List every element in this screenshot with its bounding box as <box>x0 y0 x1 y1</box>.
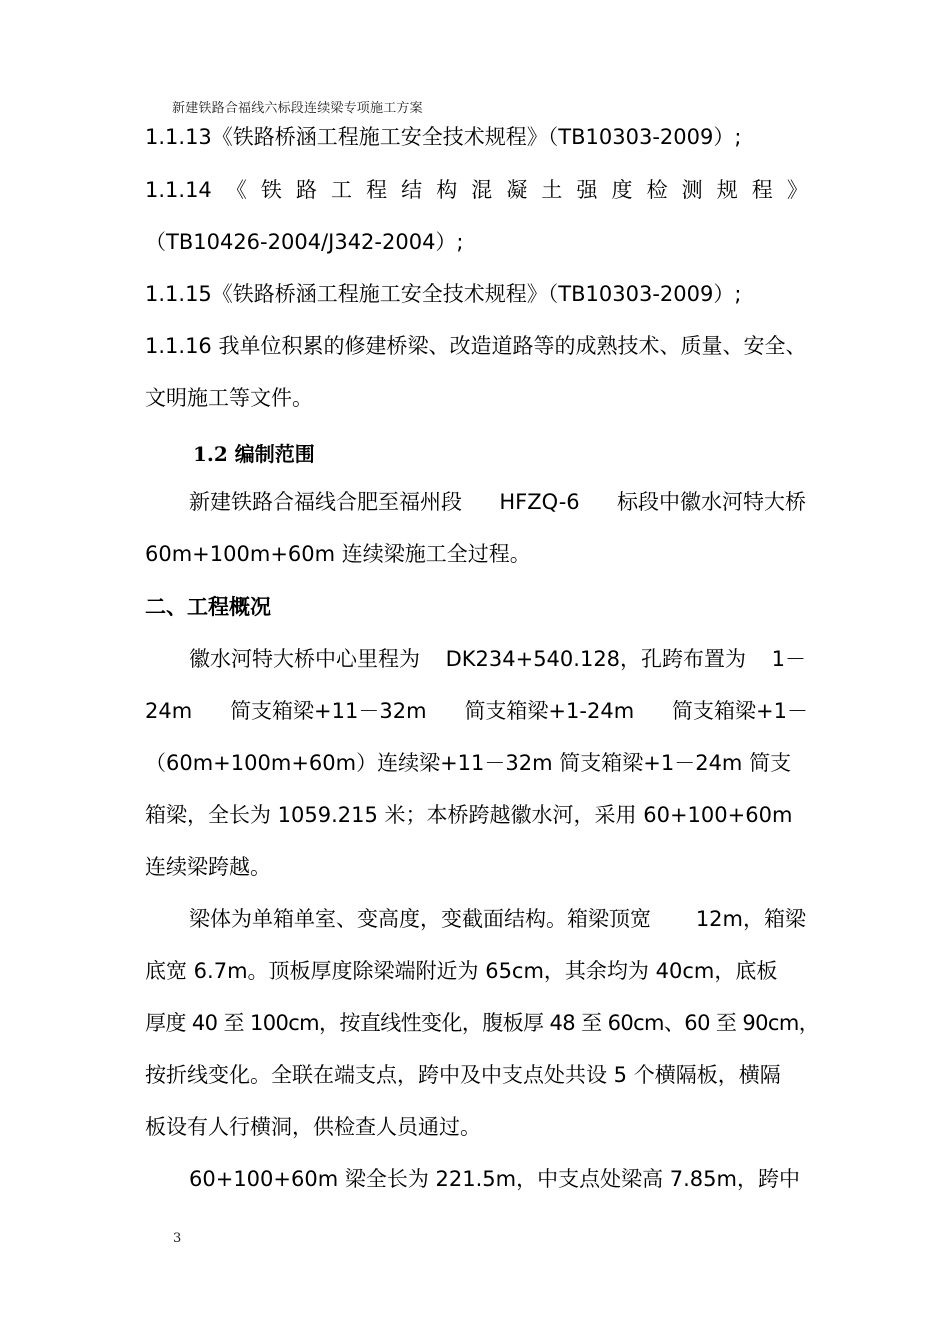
reference-1-1-14-line2: （TB10426-2004/J342-2004）; <box>145 230 464 254</box>
section-1-2-line2: 60m+100m+60m 连续梁施工全过程。 <box>145 542 531 566</box>
section-2-heading: 二、工程概况 <box>145 595 271 619</box>
overview-p1-line3: （60m+100m+60m）连续梁+11－32m 简支箱梁+1－24m 简支 <box>145 751 792 775</box>
section-1-2-heading: 1.2 编制范围 <box>193 442 315 466</box>
overview-p2-line1: 梁体为单箱单室、变高度，变截面结构。箱梁顶宽 12m，箱梁 <box>189 907 806 931</box>
overview-p2-line4: 按折线变化。全联在端支点，跨中及中支点处共设 5 个横隔板，横隔 <box>145 1063 781 1087</box>
overview-p1-line5: 连续梁跨越。 <box>145 855 271 879</box>
page-number: 3 <box>173 1231 182 1246</box>
reference-1-1-13: 1.1.13《铁路桥涵工程施工安全技术规程》（TB10303-2009）; <box>145 125 742 149</box>
overview-p2-line2: 底宽 6.7m。顶板厚度除梁端附近为 65cm，其余均为 40cm，底板 <box>145 959 778 983</box>
overview-p2-line5: 板设有人行横洞，供检查人员通过。 <box>145 1115 481 1139</box>
reference-1-1-16-line2: 文明施工等文件。 <box>145 386 313 410</box>
overview-p3-line1: 60+100+60m 梁全长为 221.5m，中支点处梁高 7.85m，跨中 <box>189 1167 800 1191</box>
reference-1-1-14-line1: 1.1.14 《 铁 路 工 程 结 构 混 凝 土 强 度 检 测 规 程 》 <box>145 178 808 202</box>
reference-1-1-16-line1: 1.1.16 我单位积累的修建桥梁、改造道路等的成熟技术、质量、安全、 <box>145 334 807 358</box>
overview-p1-line2: 24m 简支箱梁+11－32m 简支箱梁+1-24m 简支箱梁+1－ <box>145 699 808 723</box>
reference-1-1-15: 1.1.15《铁路桥涵工程施工安全技术规程》（TB10303-2009）; <box>145 282 742 306</box>
overview-p1-line4: 箱梁，全长为 1059.215 米；本桥跨越徽水河，采用 60+100+60m <box>145 803 793 827</box>
section-1-2-line1: 新建铁路合福线合肥至福州段 HFZQ-6 标段中徽水河特大桥 <box>189 490 806 514</box>
page-header: 新建铁路合福线六标段连续梁专项施工方案 <box>172 101 423 116</box>
overview-p2-line3: 厚度 40 至 100cm，按直线性变化，腹板厚 48 至 60cm、60 至 90cm， <box>145 1011 820 1035</box>
overview-p1-line1: 徽水河特大桥中心里程为 DK234+540.128，孔跨布置为 1－ <box>189 647 806 671</box>
